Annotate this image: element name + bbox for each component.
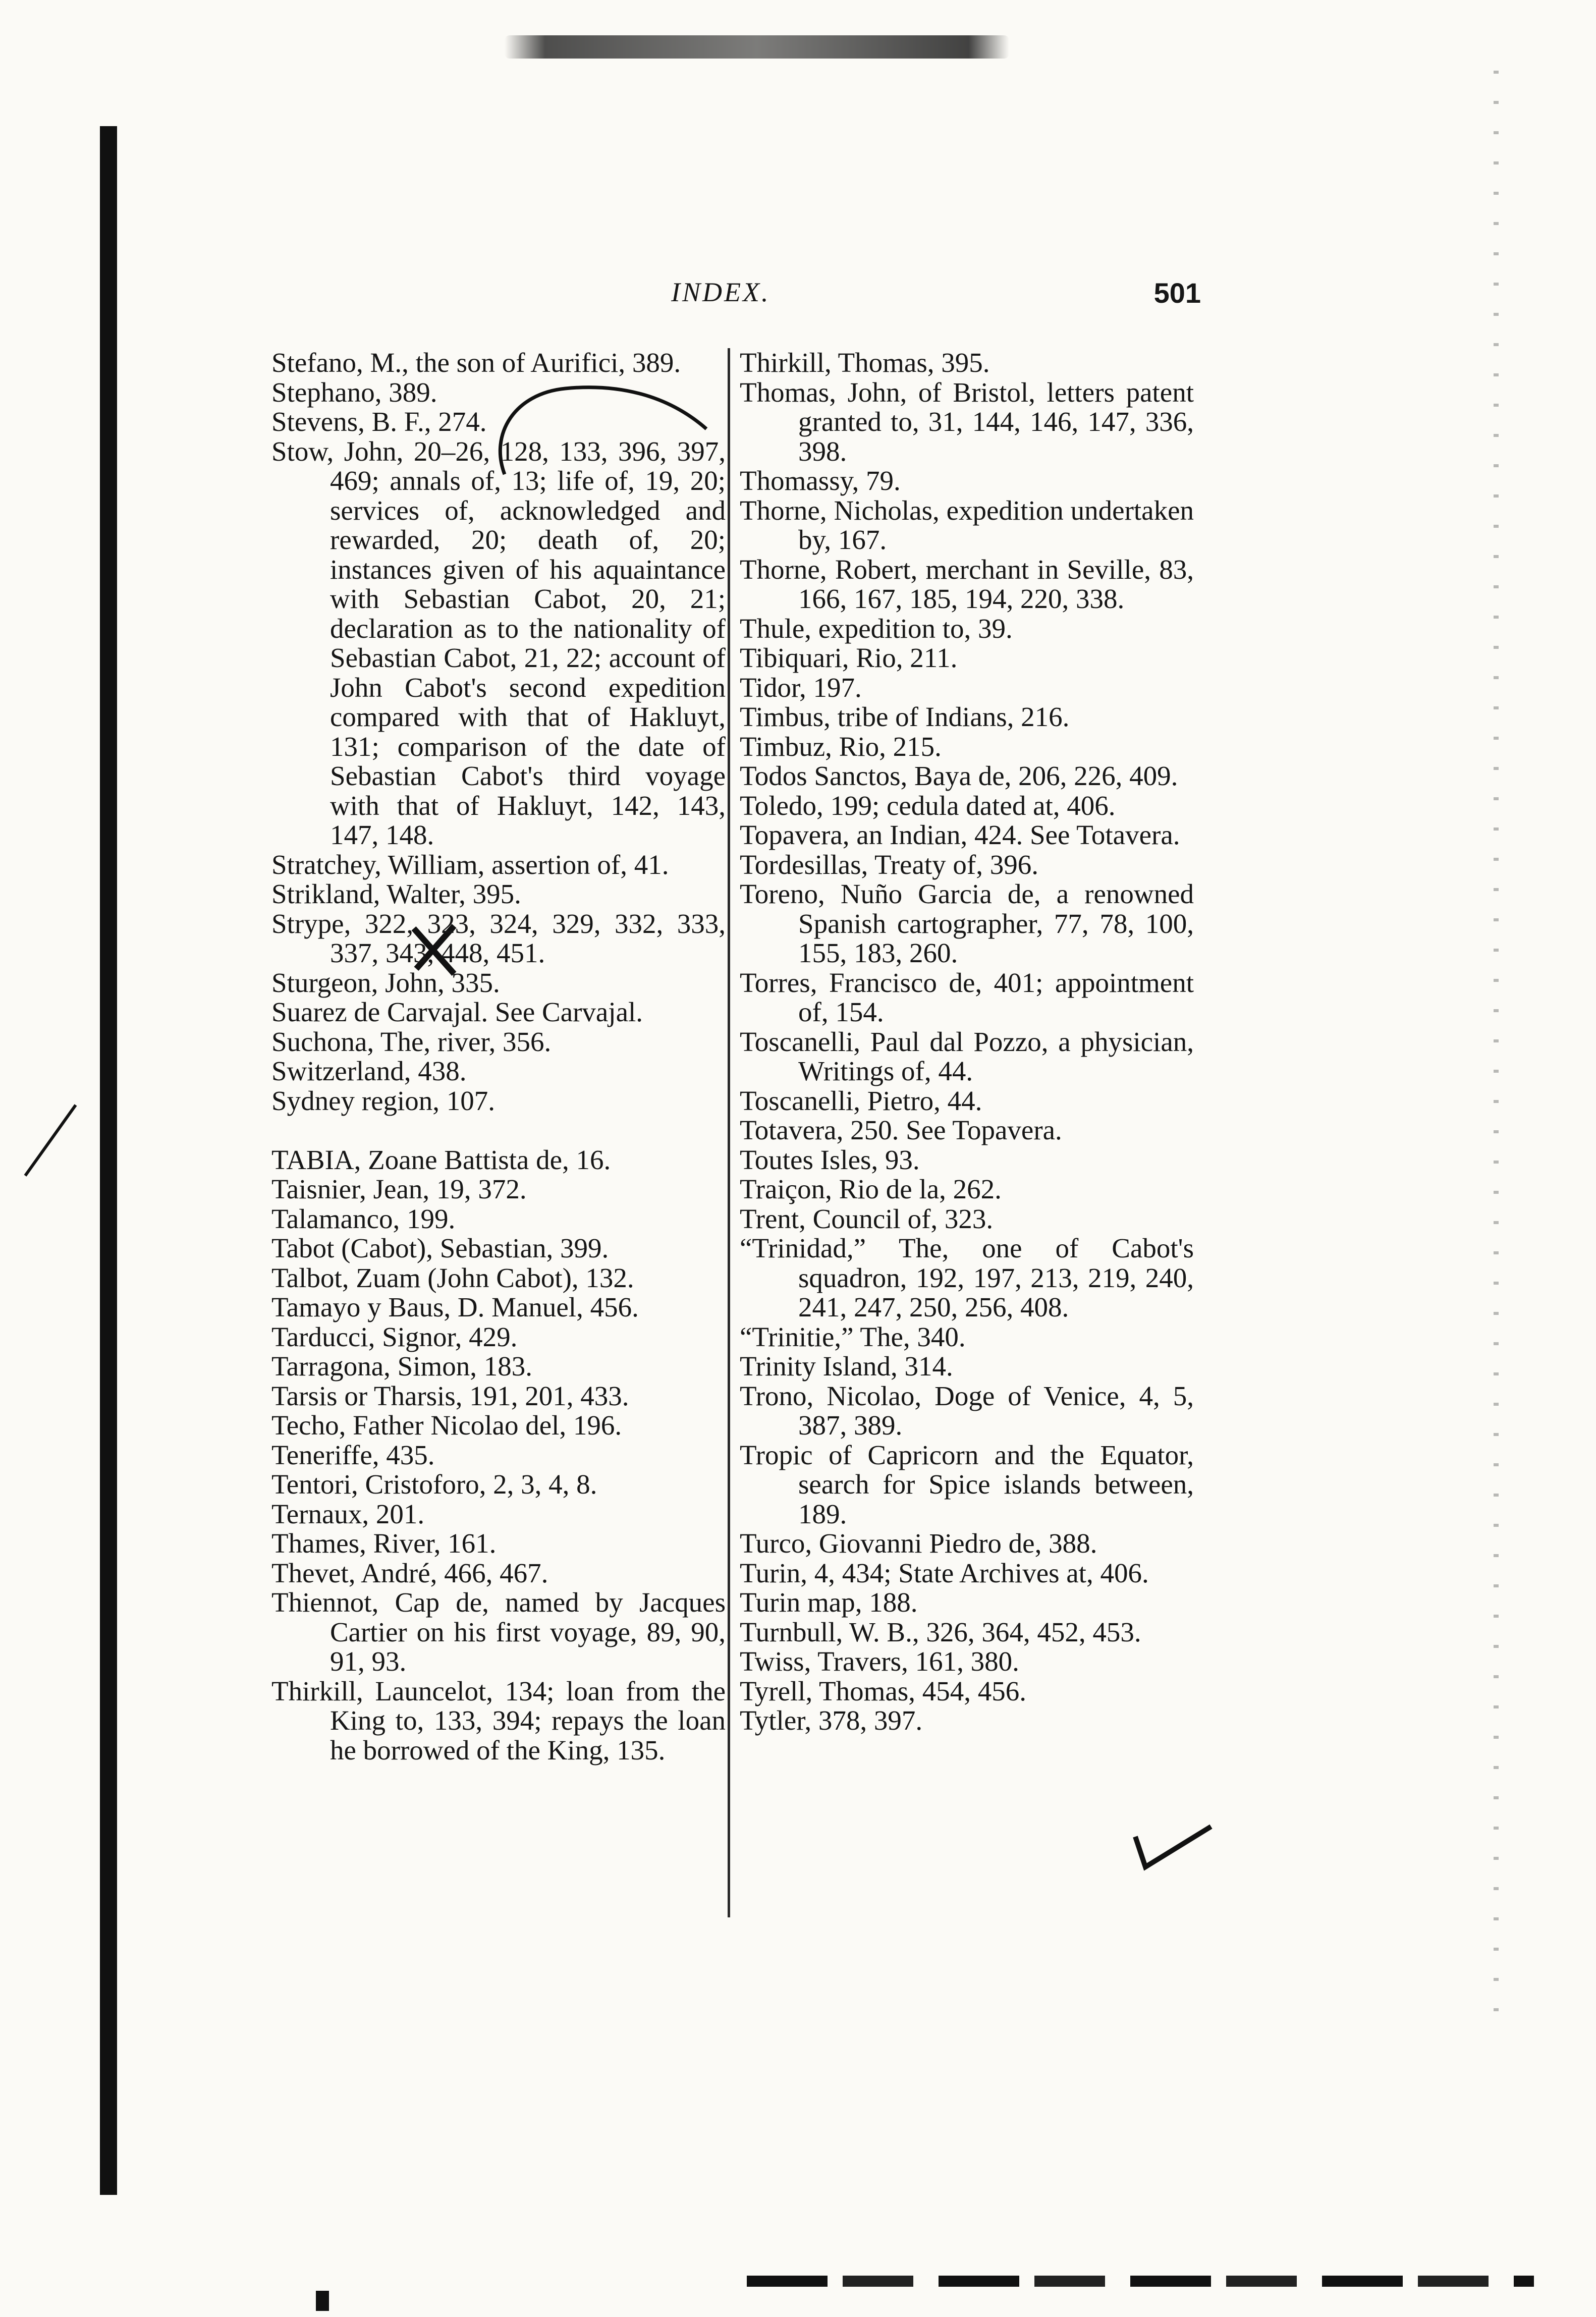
index-entry: Turnbull, W. B., 326, 364, 452, 453. — [740, 1616, 1141, 1647]
pen-check-mark — [1125, 1816, 1216, 1877]
index-entry: Tordesillas, Treaty of, 396. — [740, 849, 1038, 880]
index-entry: Toscanelli, Pietro, 44. — [740, 1085, 982, 1116]
index-entry: Tropic of Capricorn and the Equator, search for Spice islands between, 189. — [740, 1439, 1194, 1529]
index-entry: Tarsis or Tharsis, 191, 201, 433. — [271, 1380, 629, 1411]
index-entry: Stefano, M., the son of Aurifici, 389. — [271, 347, 681, 378]
index-entry: Tyrell, Thomas, 454, 456. — [740, 1675, 1026, 1706]
index-entry: Turin, 4, 434; State Archives at, 406. — [740, 1557, 1149, 1588]
page-number: 501 — [1153, 277, 1201, 309]
index-entry: Toledo, 199; cedula dated at, 406. — [740, 790, 1116, 821]
index-entry: Trinity Island, 314. — [740, 1351, 953, 1382]
index-entry: Toscanelli, Paul dal Pozzo, a physician, Writings of, 44. — [740, 1026, 1194, 1086]
index-entry: Switzerland, 438. — [271, 1056, 467, 1086]
index-entry: Tentori, Cristoforo, 2, 3, 4, 8. — [271, 1469, 597, 1500]
index-entry: Thorne, Robert, merchant in Seville, 83, 166, 167, 185, 194, 220, 338. — [740, 554, 1194, 614]
index-entry: Todos Sanctos, Baya de, 206, 226, 409. — [740, 760, 1178, 791]
index-entry: TABIA, Zoane Battista de, 16. — [271, 1144, 611, 1175]
index-entry: Timbus, tribe of Indians, 216. — [740, 701, 1070, 732]
index-entry: Strype, 322, 323, 324, 329, 332, 333, 337, 343, 448, 451. — [271, 908, 726, 968]
index-entry: Torres, Francisco de, 401; appointment of, 154. — [740, 967, 1194, 1027]
index-column-left — [271, 348, 726, 1765]
index-entry: Toreno, Nuño Garcia de, a renowned Spanish cartographer, 77, 78, 100, 155, 183, 260. — [740, 878, 1194, 968]
index-entry: Tibiquari, Rio, 211. — [740, 642, 958, 673]
index-entry: Thorne, Nicholas, expedition undertaken by, 167. — [740, 494, 1194, 555]
index-entry: Stephano, 389. — [271, 376, 437, 408]
index-entry: Techo, Father Nicolao del, 196. — [271, 1410, 622, 1441]
binding-shadow — [100, 126, 117, 2195]
right-edge-specks — [1494, 71, 1499, 2038]
bottom-scan-smudge — [747, 2276, 1534, 2287]
index-entry: Stratchey, William, assertion of, 41. — [271, 849, 669, 880]
index-entry: Tarducci, Signor, 429. — [271, 1321, 518, 1352]
index-entry: Thirkill, Thomas, 395. — [740, 347, 990, 378]
index-entry: Thames, River, 161. — [271, 1528, 497, 1559]
index-entry: Toutes Isles, 93. — [740, 1144, 920, 1175]
index-entry: Topavera, an Indian, 424. See Totavera. — [740, 819, 1180, 850]
index-entry: Tytler, 378, 397. — [740, 1705, 923, 1736]
index-entry: Taisnier, Jean, 19, 372. — [271, 1174, 527, 1204]
index-entry: Tabot (Cabot), Sebastian, 399. — [271, 1233, 609, 1263]
index-entry: Teneriffe, 435. — [271, 1439, 435, 1470]
index-entry: Sturgeon, John, 335. — [271, 967, 500, 998]
index-entry: Timbuz, Rio, 215. — [740, 731, 942, 762]
index-entry: Tamayo y Baus, D. Manuel, 456. — [271, 1292, 639, 1322]
index-entry: Thiennot, Cap de, named by Jacques Cartier on his first voyage, 89, 90, 91, 93. — [271, 1587, 726, 1677]
index-entry: “Trinidad,” The, one of Cabot's squadron, 192, 197, 213, 219, 240, 241, 247, 250, 256, 408. — [740, 1233, 1194, 1322]
index-entry: Thule, expedition to, 39. — [740, 613, 1013, 644]
index-entry: Tidor, 197. — [740, 672, 862, 703]
index-entry: Turco, Giovanni Piedro de, 388. — [740, 1528, 1097, 1559]
index-entry: Trono, Nicolao, Doge of Venice, 4, 5, 387, 389. — [740, 1380, 1194, 1441]
index-entry: Totavera, 250. See Topavera. — [740, 1115, 1062, 1145]
index-entry: Thirkill, Launcelot, 134; loan from the King to, 133, 394; repays the loan he borrowed of the King, 135. — [271, 1675, 726, 1766]
index-entry: Strikland, Walter, 395. — [271, 878, 521, 909]
index-entry: Stow, John, 20–26, 128, 133, 396, 397, 469; annals of, 13; life of, 19, 20; services of, acknowledged and rewarded, 20; death of, 20; instances given of his aquaintance with Sebastian Cabot, 20, 21; declaration as to the nationality of Sebastian Cabot, 21, 22; account of John Cabot's second expedition compared with that of Hakluyt, 131; comparison of the date of Sebastian Cabot's third voyage with that of Hakluyt, 142, 143, 147, 148. — [271, 435, 726, 850]
index-entry: Sydney region, 107. — [271, 1085, 496, 1116]
index-entry: Thevet, André, 466, 467. — [271, 1557, 548, 1588]
index-entry: Talbot, Zuam (John Cabot), 132. — [271, 1262, 634, 1293]
index-entry: Tarragona, Simon, 183. — [271, 1351, 533, 1382]
running-head: INDEX. — [671, 277, 771, 307]
bottom-ink-mark — [316, 2291, 329, 2311]
index-entry: Stevens, B. F., 274. — [271, 406, 487, 437]
index-entry: Trent, Council of, 323. — [740, 1203, 994, 1234]
page-header — [272, 277, 1201, 317]
index-entry: Talamanco, 199. — [271, 1203, 456, 1234]
index-entry: Suchona, The, river, 356. — [271, 1026, 552, 1057]
pen-slash-mark — [20, 1100, 81, 1181]
index-entry: Traiçon, Rio de la, 262. — [740, 1174, 1002, 1204]
column-rule — [728, 348, 730, 1917]
index-column-right — [740, 348, 1194, 1736]
index-entry: Ternaux, 201. — [271, 1498, 425, 1529]
index-entry: Thomas, John, of Bristol, letters patent granted to, 31, 144, 146, 147, 336, 398. — [740, 376, 1194, 467]
top-scan-smudge — [505, 35, 1009, 59]
index-entry: Thomassy, 79. — [740, 465, 901, 496]
index-entry: Turin map, 188. — [740, 1587, 918, 1618]
index-entry: Suarez de Carvajal. See Carvajal. — [271, 997, 643, 1027]
index-entry: Twiss, Travers, 161, 380. — [740, 1646, 1019, 1677]
index-entry: “Trinitie,” The, 340. — [740, 1321, 966, 1352]
